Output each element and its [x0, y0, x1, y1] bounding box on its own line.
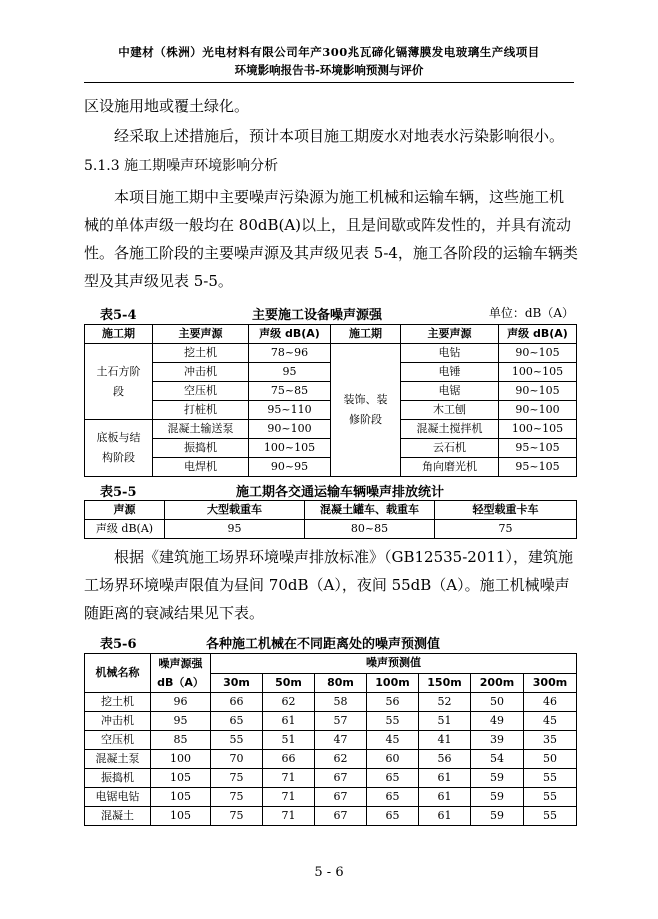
table-row: [85, 344, 577, 363]
source-cell: 105: [151, 769, 211, 788]
table-row: [85, 693, 577, 712]
table-unit: 单位：dB（A）: [488, 306, 574, 320]
value-cell: 62: [263, 693, 315, 712]
source-cell: 振捣机: [153, 439, 249, 458]
value-cell: 61: [419, 807, 471, 826]
header-cell: 施工期: [331, 325, 401, 344]
value-cell: 60: [367, 750, 419, 769]
value-cell: 66: [211, 693, 263, 712]
source-cell: 电锤: [401, 363, 499, 382]
name-cell: 空压机: [85, 731, 151, 750]
table-row: [85, 731, 577, 750]
value-cell: 65: [367, 807, 419, 826]
level-cell: 100~105: [499, 363, 577, 382]
header-cell: 混凝土罐车、载重车: [305, 501, 435, 520]
table-number: 表5-4: [100, 308, 137, 323]
value-cell: 35: [524, 731, 577, 750]
distance-cell: 200m: [471, 673, 524, 693]
table-row: [85, 769, 577, 788]
table-5-4: [84, 324, 577, 477]
source-cell: 混凝土搅拌机: [401, 420, 499, 439]
source-cell: 木工刨: [401, 401, 499, 420]
value-cell: 67: [315, 769, 367, 788]
header-cell: 施工期: [85, 325, 153, 344]
stage-label: 装饰、装修阶段: [343, 393, 388, 426]
paragraph-3: 本项目施工期中主要噪声污染源为施工机械和运输车辆，这些施工机械的单体声级一般均在 80dB(A)以上，且是间歇或阵发性的，并具有流动性。各施工阶段的主要噪声源及其声级见表 5-4，施工各阶段的运输车辆类型及其声级见表 5-5。: [84, 188, 578, 290]
name-cell: 电锯电钻: [85, 788, 151, 807]
level-cell: 95~105: [499, 458, 577, 477]
source-cell: 电钻: [401, 344, 499, 363]
value-cell: 55: [524, 807, 577, 826]
source-cell: 电锯: [401, 382, 499, 401]
header-cell: 声源: [85, 501, 165, 520]
name-cell: 混凝土泵: [85, 750, 151, 769]
name-cell: 振捣机: [85, 769, 151, 788]
value-cell: 71: [263, 807, 315, 826]
level-cell: 95~110: [249, 401, 331, 420]
level-cell: 90~105: [499, 382, 577, 401]
value-cell: 55: [524, 769, 577, 788]
value-cell: 75: [211, 769, 263, 788]
source-cell: 冲击机: [153, 363, 249, 382]
table-header-row: [85, 654, 577, 674]
level-cell: 100~105: [499, 420, 577, 439]
value-cell: 41: [419, 731, 471, 750]
header-cell: 主要声源: [401, 325, 499, 344]
header-cell: 主要声源: [153, 325, 249, 344]
source-cell: 空压机: [153, 382, 249, 401]
value-cell: 75: [211, 788, 263, 807]
stage-label: 土石方阶段: [96, 364, 141, 398]
value-cell: 50: [524, 750, 577, 769]
value-cell: 58: [315, 693, 367, 712]
stage-label: 底板与结构阶段: [96, 431, 141, 464]
value-cell: 57: [315, 712, 367, 731]
header-source-label: 噪声源强 dB（A）: [157, 657, 204, 689]
paragraph-2: 经采取上述措施后，预计本项目施工期废水对地表水污染影响很小。: [114, 127, 565, 145]
source-cell: 85: [151, 731, 211, 750]
header-cell: [151, 654, 211, 693]
source-cell: 挖土机: [153, 344, 249, 363]
level-cell: 95: [249, 363, 331, 382]
header-cell: 声级 dB(A): [249, 325, 331, 344]
section-heading: 5.1.3 施工期噪声环境影响分析: [84, 158, 279, 174]
value-cell: 46: [524, 693, 577, 712]
table-number: 表5-6: [100, 637, 137, 652]
stage-cell: [85, 344, 153, 420]
distance-cell: 80m: [315, 673, 367, 693]
value-cell: 71: [263, 769, 315, 788]
value-cell: 61: [263, 712, 315, 731]
value-cell: 61: [419, 769, 471, 788]
value-cell: 67: [315, 788, 367, 807]
source-cell: 打桩机: [153, 401, 249, 420]
table-row: [85, 712, 577, 731]
distance-cell: 30m: [211, 673, 263, 693]
header-chapter-title: 环境影响报告书-环境影响预测与评价: [234, 63, 424, 77]
value-cell: 51: [263, 731, 315, 750]
value-cell: 65: [211, 712, 263, 731]
level-cell: 90~105: [499, 344, 577, 363]
value-cell: 67: [315, 807, 367, 826]
table-row: [85, 807, 577, 826]
value-cell: 71: [263, 788, 315, 807]
level-cell: 78~96: [249, 344, 331, 363]
table-title: 施工期各交通运输车辆噪声排放统计: [236, 485, 445, 500]
value-cell: 39: [471, 731, 524, 750]
value-cell: 75: [435, 520, 577, 539]
value-cell: 95: [165, 520, 305, 539]
stage-cell: [85, 420, 153, 477]
name-cell: 冲击机: [85, 712, 151, 731]
table-5-5-caption: [84, 481, 576, 499]
level-cell: 90~100: [249, 420, 331, 439]
header-cell: 机械名称: [85, 654, 151, 693]
value-cell: 59: [471, 807, 524, 826]
distance-cell: 100m: [367, 673, 419, 693]
source-cell: 95: [151, 712, 211, 731]
source-cell: 云石机: [401, 439, 499, 458]
source-cell: 角向磨光机: [401, 458, 499, 477]
distance-cell: 300m: [524, 673, 577, 693]
table-5-4-caption: [84, 304, 576, 322]
header-cell: 轻型载重卡车: [435, 501, 577, 520]
level-cell: 90~95: [249, 458, 331, 477]
value-cell: 59: [471, 788, 524, 807]
paragraph-1: 区设施用地或覆土绿化。: [84, 97, 250, 115]
level-cell: 100~105: [249, 439, 331, 458]
distance-cell: 150m: [419, 673, 471, 693]
value-cell: 65: [367, 788, 419, 807]
table-header-row: [85, 501, 577, 520]
table-title: 主要施工设备噪声源强: [252, 308, 383, 323]
header-project-title: 中建材（株洲）光电材料有限公司年产300兆瓦碲化镉薄膜发电玻璃生产线项目: [118, 45, 540, 59]
value-cell: 45: [367, 731, 419, 750]
value-cell: 55: [524, 788, 577, 807]
value-cell: 62: [315, 750, 367, 769]
source-cell: 混凝土输送泵: [153, 420, 249, 439]
table-row: [85, 788, 577, 807]
header-cell: 噪声预测值: [211, 654, 577, 674]
paragraph-4: 根据《建筑施工场界环境噪声排放标准》（GB12535-2011），建筑施工场界环境噪声限值为昼间 70dB（A），夜间 55dB（A）。施工机械噪声随距离的衰减结果见下表。: [84, 548, 573, 622]
source-cell: 105: [151, 788, 211, 807]
value-cell: 47: [315, 731, 367, 750]
source-cell: 96: [151, 693, 211, 712]
table-5-6-caption: [84, 633, 576, 651]
value-cell: 55: [211, 731, 263, 750]
header-cell: 大型载重车: [165, 501, 305, 520]
value-cell: 45: [524, 712, 577, 731]
value-cell: 51: [419, 712, 471, 731]
value-cell: 56: [419, 750, 471, 769]
value-cell: 54: [471, 750, 524, 769]
value-cell: 80~85: [305, 520, 435, 539]
source-cell: 100: [151, 750, 211, 769]
value-cell: 52: [419, 693, 471, 712]
value-cell: 56: [367, 693, 419, 712]
table-row: [85, 520, 577, 539]
value-cell: 66: [263, 750, 315, 769]
source-cell: 105: [151, 807, 211, 826]
header-rule: [84, 82, 574, 83]
name-cell: 混凝土: [85, 807, 151, 826]
level-cell: 90~100: [499, 401, 577, 420]
row-label: 声级 dB(A): [85, 520, 165, 539]
table-number: 表5-5: [100, 485, 137, 500]
table-5-5: [84, 500, 577, 539]
value-cell: 49: [471, 712, 524, 731]
table-row: [85, 750, 577, 769]
page-number: 5 - 6: [314, 865, 344, 880]
value-cell: 61: [419, 788, 471, 807]
header-cell: 声级 dB(A): [499, 325, 577, 344]
name-cell: 挖土机: [85, 693, 151, 712]
value-cell: 70: [211, 750, 263, 769]
value-cell: 59: [471, 769, 524, 788]
level-cell: 95~105: [499, 439, 577, 458]
table-5-6: [84, 653, 577, 826]
table-header-row: [85, 325, 577, 344]
table-title: 各种施工机械在不同距离处的噪声预测值: [206, 637, 441, 652]
value-cell: 55: [367, 712, 419, 731]
source-cell: 电焊机: [153, 458, 249, 477]
value-cell: 65: [367, 769, 419, 788]
value-cell: 50: [471, 693, 524, 712]
stage-cell: [331, 344, 401, 477]
value-cell: 75: [211, 807, 263, 826]
distance-cell: 50m: [263, 673, 315, 693]
level-cell: 75~85: [249, 382, 331, 401]
